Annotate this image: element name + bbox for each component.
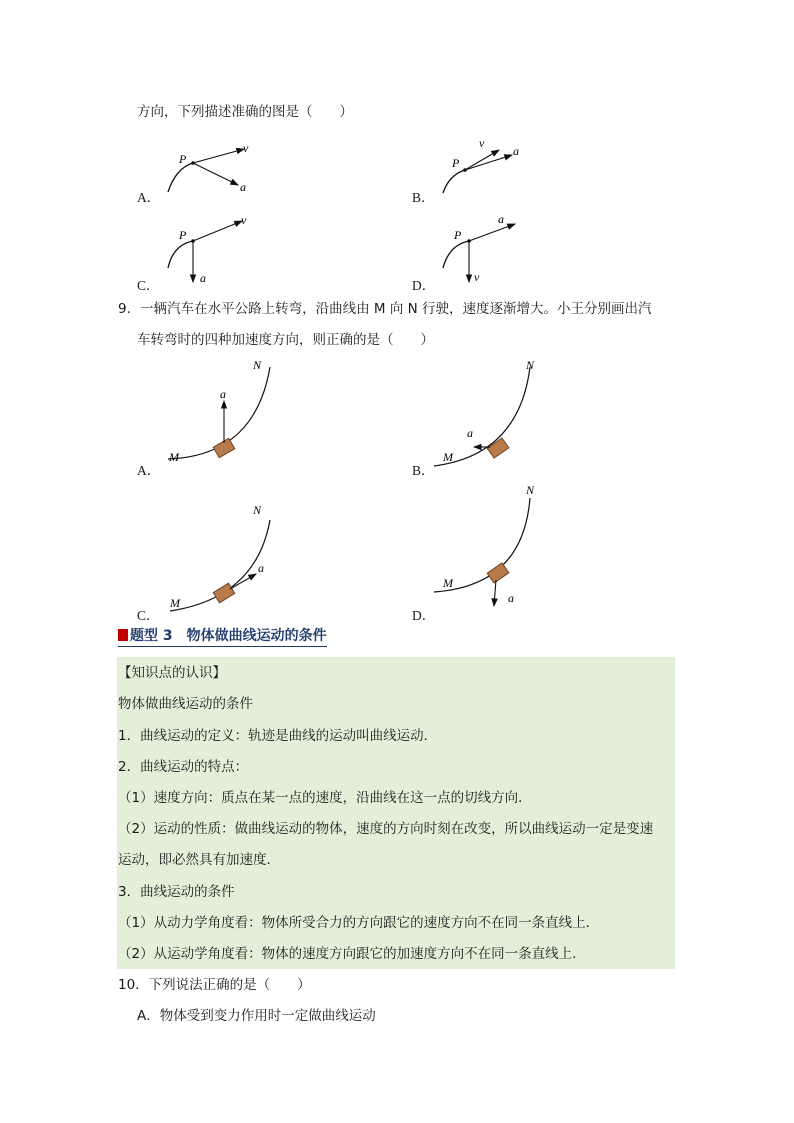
a-label: a — [258, 561, 264, 575]
n-label: N — [526, 483, 535, 497]
m-label: M — [170, 596, 180, 610]
m-label: M — [169, 450, 179, 464]
velocity-arrow — [193, 221, 242, 241]
trajectory-curve — [168, 241, 193, 268]
acceleration-arrow — [469, 224, 515, 241]
knowledge-line: （1）速度方向：质点在某一点的速度，沿曲线在这一点的切线方向． — [118, 790, 532, 806]
n-label: N — [253, 503, 262, 517]
point-p-label: P — [454, 228, 462, 242]
v-label: v — [474, 270, 480, 284]
point-p-label: P — [452, 156, 460, 170]
v-label: v — [243, 141, 249, 155]
acceleration-arrow — [465, 155, 512, 170]
q9-option-d-label: D． — [412, 608, 436, 623]
point-p-label: P — [179, 152, 187, 166]
q10-stem: 10．下列说法正确的是（ ） — [118, 977, 311, 993]
a-label: a — [508, 591, 514, 605]
m-label: M — [443, 576, 453, 590]
knowledge-line: （1）从动力学角度看：物体所受合力的方向跟它的速度方向不在同一条直线上． — [118, 915, 600, 931]
q9-figure-b — [430, 355, 560, 467]
car-icon — [487, 438, 509, 458]
a-label: a — [513, 144, 519, 158]
section-heading — [118, 627, 327, 647]
q8-option-a-label: A． — [137, 190, 161, 205]
knowledge-line: 1．曲线运动的定义：轨迹是曲线的运动叫曲线运动． — [118, 728, 438, 744]
q9-figure-a — [160, 355, 290, 467]
knowledge-line: （2）从运动学角度看：物体的速度方向跟它的加速度方向不在同一条直线上． — [118, 946, 586, 962]
velocity-arrow — [193, 149, 244, 163]
m-label: M — [443, 450, 453, 464]
car-icon — [487, 563, 509, 583]
knowledge-line: 3．曲线运动的条件 — [118, 884, 235, 900]
q9-figure-d — [430, 480, 560, 612]
trajectory-curve — [168, 163, 193, 192]
section-title: 题型 3 物体做曲线运动的条件 — [130, 628, 327, 644]
point-p-label: P — [179, 228, 187, 242]
velocity-arrow — [465, 150, 499, 170]
q8-figure-b — [435, 138, 555, 198]
a-label: a — [467, 426, 473, 440]
acceleration-arrow — [494, 580, 496, 606]
a-label: a — [240, 180, 246, 194]
q10-option-a: A．物体受到变力作用时一定做曲线运动 — [137, 1008, 376, 1024]
q9-stem-line1: 9．一辆汽车在水平公路上转弯，沿曲线由 M 向 N 行驶，速度逐渐增大。小王分别画出汽 — [118, 301, 652, 317]
q9-stem-line2: 车转弯时的四种加速度方向，则正确的是（ ） — [137, 332, 434, 348]
q8-option-c-label: C． — [137, 278, 160, 293]
q8-figure-a — [160, 140, 280, 200]
section-marker-icon — [118, 629, 128, 641]
trajectory-curve — [443, 170, 465, 193]
a-label: a — [200, 271, 206, 285]
v-label: v — [241, 213, 247, 227]
knowledge-line: 2．曲线运动的特点： — [118, 759, 249, 775]
knowledge-line: 运动，即必然具有加速度． — [118, 852, 280, 868]
q9-option-b-label: B． — [412, 463, 435, 478]
q8-stem-tail: 方向，下列描述准确的图是（ ） — [137, 104, 353, 120]
trajectory-curve — [443, 241, 469, 268]
knowledge-line: 物体做曲线运动的条件 — [118, 696, 253, 712]
n-label: N — [526, 358, 535, 372]
knowledge-line: （2）运动的性质：做曲线运动的物体，速度的方向时刻在改变，所以曲线运动一定是变速 — [118, 821, 654, 837]
knowledge-title: 【知识点的认识】 — [118, 665, 226, 681]
q9-option-a-label: A． — [137, 463, 161, 478]
q8-option-d-label: D． — [412, 278, 436, 293]
v-label: v — [479, 136, 485, 150]
acceleration-arrow — [193, 163, 238, 185]
q8-figure-c — [160, 212, 280, 284]
q9-option-c-label: C． — [137, 608, 160, 623]
a-label: a — [220, 387, 226, 401]
a-label: a — [498, 212, 504, 226]
q8-figure-d — [435, 212, 555, 284]
n-label: N — [253, 358, 262, 372]
q8-option-b-label: B． — [412, 190, 435, 205]
car-icon — [213, 583, 235, 603]
q9-figure-c — [160, 500, 290, 612]
